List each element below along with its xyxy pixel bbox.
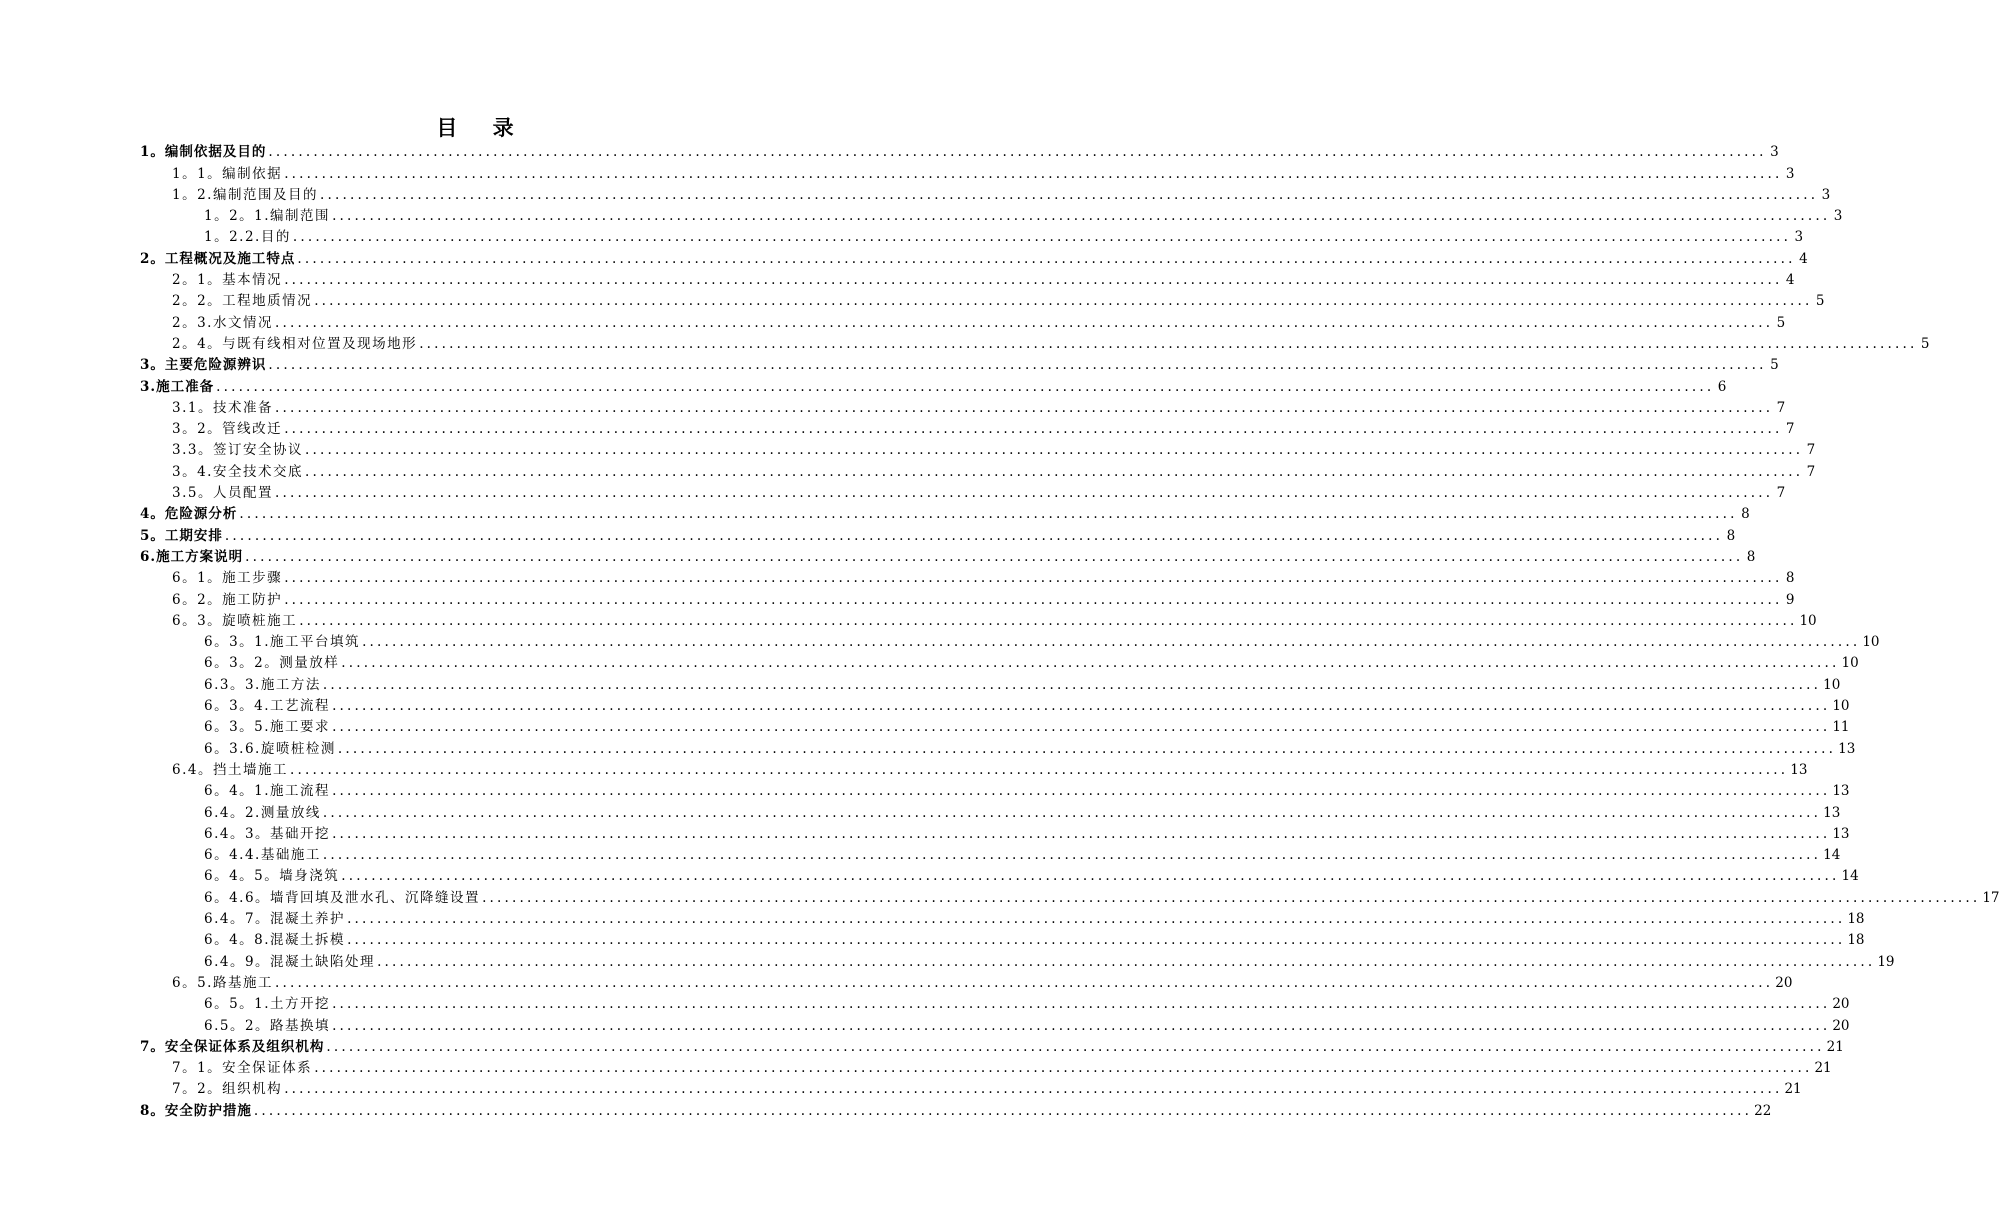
toc-entry[interactable] xyxy=(204,650,1859,672)
toc-dot-leader: ........................................................................................................................................................................................................ xyxy=(332,783,1831,800)
toc-dot-leader: ........................................................................................................................................................................................................ xyxy=(268,144,1767,161)
toc-dot-leader: ........................................................................................................................................................................................................ xyxy=(274,399,1774,416)
toc-entry-page-number: 14 xyxy=(1823,847,1841,864)
toc-dot-leader: ........................................................................................................................................................................................................ xyxy=(482,889,1981,906)
toc-dot-leader: ........................................................................................................................................................................................................ xyxy=(337,740,1837,757)
toc-entry-label: 6.4。7。混凝土养护 xyxy=(204,911,346,928)
toc-entry-label: 6。2。施工防护 xyxy=(172,591,283,608)
toc-dot-leader: ........................................................................................................................................................................................................ xyxy=(274,314,1774,331)
toc-entry-page-number: 10 xyxy=(1823,676,1841,693)
toc-dot-leader: ........................................................................................................................................................................................................ xyxy=(245,548,1744,565)
toc-dot-leader: ........................................................................................................................................................................................................ xyxy=(332,698,1831,715)
toc-entry-page-number: 4 xyxy=(1785,272,1795,289)
toc-entry[interactable] xyxy=(204,821,1850,842)
toc-entry[interactable] xyxy=(204,863,1859,885)
toc-entry[interactable] xyxy=(140,501,1750,523)
toc-entry-label: 6。3。5.施工要求 xyxy=(204,719,331,736)
toc-entry-label: 6.5。2。路基换填 xyxy=(204,1017,331,1034)
toc-entry[interactable] xyxy=(172,608,1817,629)
toc-entry-page-number: 3 xyxy=(1794,229,1804,246)
toc-dot-leader: ........................................................................................................................................................................................................ xyxy=(347,932,1846,949)
toc-entry-label: 3.施工准备 xyxy=(140,378,215,395)
toc-dot-leader: ........................................................................................................................................................................................................ xyxy=(284,1081,1783,1098)
toc-dot-leader: ........................................................................................................................................................................................................ xyxy=(419,335,1918,352)
toc-dot-leader: ........................................................................................................................................................................................................ xyxy=(322,847,1822,864)
toc-entry-page-number: 5 xyxy=(1776,314,1786,331)
toc-entry[interactable] xyxy=(204,799,1841,821)
toc-entry-page-number: 8 xyxy=(1741,506,1750,523)
toc-dot-leader: ........................................................................................................................................................................................................ xyxy=(274,974,1774,991)
toc-entry-page-number: 7 xyxy=(1776,399,1786,416)
toc-entry-page-number: 20 xyxy=(1832,996,1850,1013)
toc-entry[interactable] xyxy=(172,565,1795,587)
toc-entry[interactable] xyxy=(140,373,1727,395)
toc-entry[interactable] xyxy=(172,309,1786,331)
toc-entry[interactable] xyxy=(204,203,1843,225)
toc-entry[interactable] xyxy=(204,1012,1850,1034)
toc-entry-page-number: 10 xyxy=(1799,612,1817,629)
toc-entry-page-number: 21 xyxy=(1814,1060,1832,1077)
toc-entry-page-number: 13 xyxy=(1832,825,1850,842)
toc-entry[interactable] xyxy=(172,331,1930,352)
toc-entry-page-number: 13 xyxy=(1790,761,1808,778)
toc-dot-leader: ........................................................................................................................................................................................................ xyxy=(314,1060,1813,1077)
toc-entry[interactable] xyxy=(172,586,1795,608)
toc-entry-label: 6。5.路基施工 xyxy=(172,974,273,991)
toc-entry-page-number: 13 xyxy=(1823,804,1841,821)
toc-entry-page-number: 11 xyxy=(1832,719,1850,736)
toc-entry[interactable] xyxy=(204,629,1880,651)
toc-entry-label: 1。1。编制依据 xyxy=(172,165,283,182)
toc-entry-label: 1。2。1.编制范围 xyxy=(204,208,331,225)
toc-entry[interactable] xyxy=(204,735,1856,757)
toc-dot-leader: ........................................................................................................................................................................................................ xyxy=(332,208,1831,225)
toc-entry[interactable] xyxy=(172,1076,1802,1098)
toc-entry-page-number: 10 xyxy=(1832,698,1850,715)
toc-entry-page-number: 21 xyxy=(1826,1038,1844,1055)
toc-entry-page-number: 18 xyxy=(1847,932,1865,949)
toc-dot-leader: ........................................................................................................................................................................................................ xyxy=(284,591,1783,608)
toc-dot-leader: ........................................................................................................................................................................................................ xyxy=(304,463,1804,480)
toc-entry[interactable] xyxy=(140,246,1808,267)
toc-dot-leader: ........................................................................................................................................................................................................ xyxy=(341,655,1840,672)
toc-entry[interactable] xyxy=(172,182,1831,203)
toc-dot-leader: ........................................................................................................................................................................................................ xyxy=(362,634,1861,651)
toc-dot-leader: ........................................................................................................................................................................................................ xyxy=(304,442,1804,459)
toc-entry-label: 3。4.安全技术交底 xyxy=(172,463,303,480)
toc-entry[interactable] xyxy=(172,288,1825,310)
toc-entry-page-number: 3 xyxy=(1833,208,1843,225)
toc-entry-label: 6。3。2。测量放样 xyxy=(204,655,340,672)
toc-entry-page-number: 14 xyxy=(1841,868,1859,885)
toc-entry-page-number: 20 xyxy=(1832,1017,1850,1034)
toc-entry-page-number: 17 xyxy=(1982,889,2000,906)
toc-dot-leader: ........................................................................................................................................................................................................ xyxy=(347,911,1846,928)
toc-entry-page-number: 3 xyxy=(1821,186,1831,203)
toc-entry[interactable] xyxy=(204,991,1850,1013)
toc-dot-leader: ........................................................................................................................................................................................................ xyxy=(299,612,1798,629)
toc-entry-label: 6。4.4.基础施工 xyxy=(204,847,321,864)
toc-entry[interactable] xyxy=(172,480,1786,502)
toc-entry-label: 2。2。工程地质情况 xyxy=(172,293,313,310)
toc-dot-leader: ........................................................................................................................................................................................................ xyxy=(268,357,1767,374)
toc-entry[interactable] xyxy=(140,1098,1772,1119)
toc-dot-leader: ........................................................................................................................................................................................................ xyxy=(319,186,1819,203)
toc-entry-page-number: 7 xyxy=(1785,421,1795,438)
toc-entry[interactable] xyxy=(204,672,1841,693)
toc-entry[interactable] xyxy=(204,927,1865,949)
toc-entry-label: 7。2。组织机构 xyxy=(172,1081,283,1098)
toc-entry-label: 6.3。3.施工方法 xyxy=(204,676,321,693)
toc-entry-page-number: 5 xyxy=(1920,335,1930,352)
toc-entry[interactable] xyxy=(204,224,1804,246)
toc-entry[interactable] xyxy=(172,459,1816,480)
toc-entry-label: 6。1。施工步骤 xyxy=(172,570,283,587)
toc-entry-page-number: 3 xyxy=(1785,165,1795,182)
toc-entry-label: 2。工程概况及施工特点 xyxy=(140,250,296,267)
toc-entry-label: 6.4。3。基础开挖 xyxy=(204,825,331,842)
toc-dot-leader: ........................................................................................................................................................................................................ xyxy=(289,761,1789,778)
toc-entry-label: 6。4。1.施工流程 xyxy=(204,783,331,800)
toc-entry-label: 2。1。基本情况 xyxy=(172,272,283,289)
toc-dot-leader: ........................................................................................................................................................................................................ xyxy=(239,506,1738,523)
toc-entry-label: 3。主要危险源辨识 xyxy=(140,357,267,374)
toc-entry[interactable] xyxy=(204,693,1850,715)
toc-dot-leader: ........................................................................................................................................................................................................ xyxy=(314,293,1813,310)
toc-entry-label: 3.5。人员配置 xyxy=(172,485,273,502)
toc-entry-page-number: 22 xyxy=(1754,1102,1772,1119)
toc-entry[interactable] xyxy=(204,778,1850,800)
toc-dot-leader: ........................................................................................................................................................................................................ xyxy=(284,165,1783,182)
toc-entry-label: 1。2.2.目的 xyxy=(204,229,291,246)
toc-entry[interactable] xyxy=(172,1055,1832,1077)
toc-entry-page-number: 9 xyxy=(1785,591,1795,608)
toc-entry-label: 2。4。与既有线相对位置及现场地形 xyxy=(172,335,418,352)
toc-entry-page-number: 3 xyxy=(1770,144,1779,161)
toc-entry-page-number: 18 xyxy=(1847,911,1865,928)
toc-entry-label: 6。4。8.混凝土拆模 xyxy=(204,932,346,949)
toc-entry[interactable] xyxy=(140,352,1779,374)
toc-entry-label: 3.1。技术准备 xyxy=(172,399,273,416)
toc-entry-page-number: 8 xyxy=(1746,548,1756,565)
toc-entry-label: 6。4.6。墙背回填及泄水孔、沉降缝设置 xyxy=(204,889,481,906)
toc-entry-label: 4。危险源分析 xyxy=(140,506,238,523)
toc-entry[interactable] xyxy=(204,948,1895,970)
toc-entry-label: 6.4。9。混凝土缺陷处理 xyxy=(204,953,376,970)
toc-dot-leader: ........................................................................................................................................................................................................ xyxy=(253,1102,1753,1119)
toc-entry[interactable] xyxy=(172,160,1795,182)
toc-entry-label: 3.3。签订安全协议 xyxy=(172,442,303,459)
toc-entry-label: 5。工期安排 xyxy=(140,527,223,544)
toc-dot-leader: ........................................................................................................................................................................................................ xyxy=(216,378,1715,395)
toc-entry[interactable] xyxy=(204,885,2000,906)
toc-entry[interactable] xyxy=(172,395,1786,416)
toc-entry-label: 6。5。1.土方开挖 xyxy=(204,996,331,1013)
toc-entry-page-number: 6 xyxy=(1717,378,1727,395)
toc-entry-page-number: 10 xyxy=(1841,655,1859,672)
toc-entry-label: 2。3.水文情况 xyxy=(172,314,273,331)
toc-entry-label: 6.4。挡土墙施工 xyxy=(172,761,288,778)
toc-entry-label: 6。3。1.施工平台填筑 xyxy=(204,634,361,651)
toc-entry[interactable] xyxy=(204,842,1841,864)
toc-entry-label: 6.4。2.测量放线 xyxy=(204,804,321,821)
toc-entry-page-number: 7 xyxy=(1806,463,1816,480)
toc-entry[interactable] xyxy=(172,970,1793,991)
toc-entry[interactable] xyxy=(172,757,1808,778)
toc-entry-label: 7。1。安全保证体系 xyxy=(172,1060,313,1077)
toc-entry-label: 1。2.编制范围及目的 xyxy=(172,186,318,203)
toc-entry-page-number: 4 xyxy=(1799,250,1808,267)
toc-entry-label: 6。4。5。墙身浇筑 xyxy=(204,868,340,885)
toc-entry[interactable] xyxy=(172,267,1795,289)
toc-entry-label: 7。安全保证体系及组织机构 xyxy=(140,1038,325,1055)
toc-entry-page-number: 8 xyxy=(1726,527,1736,544)
toc-entry-page-number: 13 xyxy=(1838,740,1856,757)
toc-entry-page-number: 13 xyxy=(1832,783,1850,800)
toc-dot-leader: ........................................................................................................................................................................................................ xyxy=(284,570,1783,587)
toc-entry-page-number: 21 xyxy=(1784,1081,1802,1098)
toc-entry-page-number: 19 xyxy=(1877,953,1895,970)
toc-entry[interactable] xyxy=(172,437,1816,459)
toc-dot-leader: ........................................................................................................................................................................................................ xyxy=(284,272,1783,289)
toc-entry-label: 1。编制依据及目的 xyxy=(140,144,267,161)
toc-dot-leader: ........................................................................................................................................................................................................ xyxy=(292,229,1792,246)
toc-entry-page-number: 7 xyxy=(1806,442,1816,459)
toc-entry[interactable] xyxy=(140,1034,1844,1055)
toc-dot-leader: ........................................................................................................................................................................................................ xyxy=(341,868,1840,885)
toc-dot-leader: ........................................................................................................................................................................................................ xyxy=(332,996,1831,1013)
toc-dot-leader: ........................................................................................................................................................................................................ xyxy=(332,1017,1831,1034)
toc-entry-page-number: 10 xyxy=(1862,634,1880,651)
toc-entry-page-number: 20 xyxy=(1775,974,1793,991)
toc-entry-page-number: 5 xyxy=(1770,357,1779,374)
toc-entry-label: 6.施工方案说明 xyxy=(140,548,244,565)
toc-entry-label: 6。3。旋喷桩施工 xyxy=(172,612,298,629)
toc-entry[interactable] xyxy=(204,714,1850,736)
toc-dot-leader: ........................................................................................................................................................................................................ xyxy=(224,527,1724,544)
toc-entry-label: 3。2。管线改迁 xyxy=(172,421,283,438)
toc-entry-page-number: 8 xyxy=(1785,570,1795,587)
toc-dot-leader: ........................................................................................................................................................................................................ xyxy=(274,485,1774,502)
toc-dot-leader: ........................................................................................................................................................................................................ xyxy=(377,953,1876,970)
toc-entry[interactable] xyxy=(140,544,1756,565)
toc-entry[interactable] xyxy=(204,906,1865,928)
toc-dot-leader: ........................................................................................................................................................................................................ xyxy=(326,1038,1825,1055)
toc-entry-page-number: 5 xyxy=(1815,293,1825,310)
toc-dot-leader: ........................................................................................................................................................................................................ xyxy=(284,421,1783,438)
page-title: 目 录 xyxy=(436,115,528,140)
toc-entry-page-number: 7 xyxy=(1776,485,1786,502)
toc-dot-leader: ........................................................................................................................................................................................................ xyxy=(322,804,1822,821)
toc-entry[interactable] xyxy=(172,416,1795,438)
toc-entry-label: 6。3.6.旋喷桩检测 xyxy=(204,740,336,757)
toc-dot-leader: ........................................................................................................................................................................................................ xyxy=(332,719,1831,736)
toc-entry-label: 6。3。4.工艺流程 xyxy=(204,698,331,715)
toc-dot-leader: ........................................................................................................................................................................................................ xyxy=(332,825,1831,842)
toc-dot-leader: ........................................................................................................................................................................................................ xyxy=(297,250,1796,267)
toc-entry-label: 8。安全防护措施 xyxy=(140,1102,252,1119)
toc-entry[interactable] xyxy=(140,139,1779,161)
toc-dot-leader: ........................................................................................................................................................................................................ xyxy=(322,676,1822,693)
toc-entry[interactable] xyxy=(140,522,1736,544)
